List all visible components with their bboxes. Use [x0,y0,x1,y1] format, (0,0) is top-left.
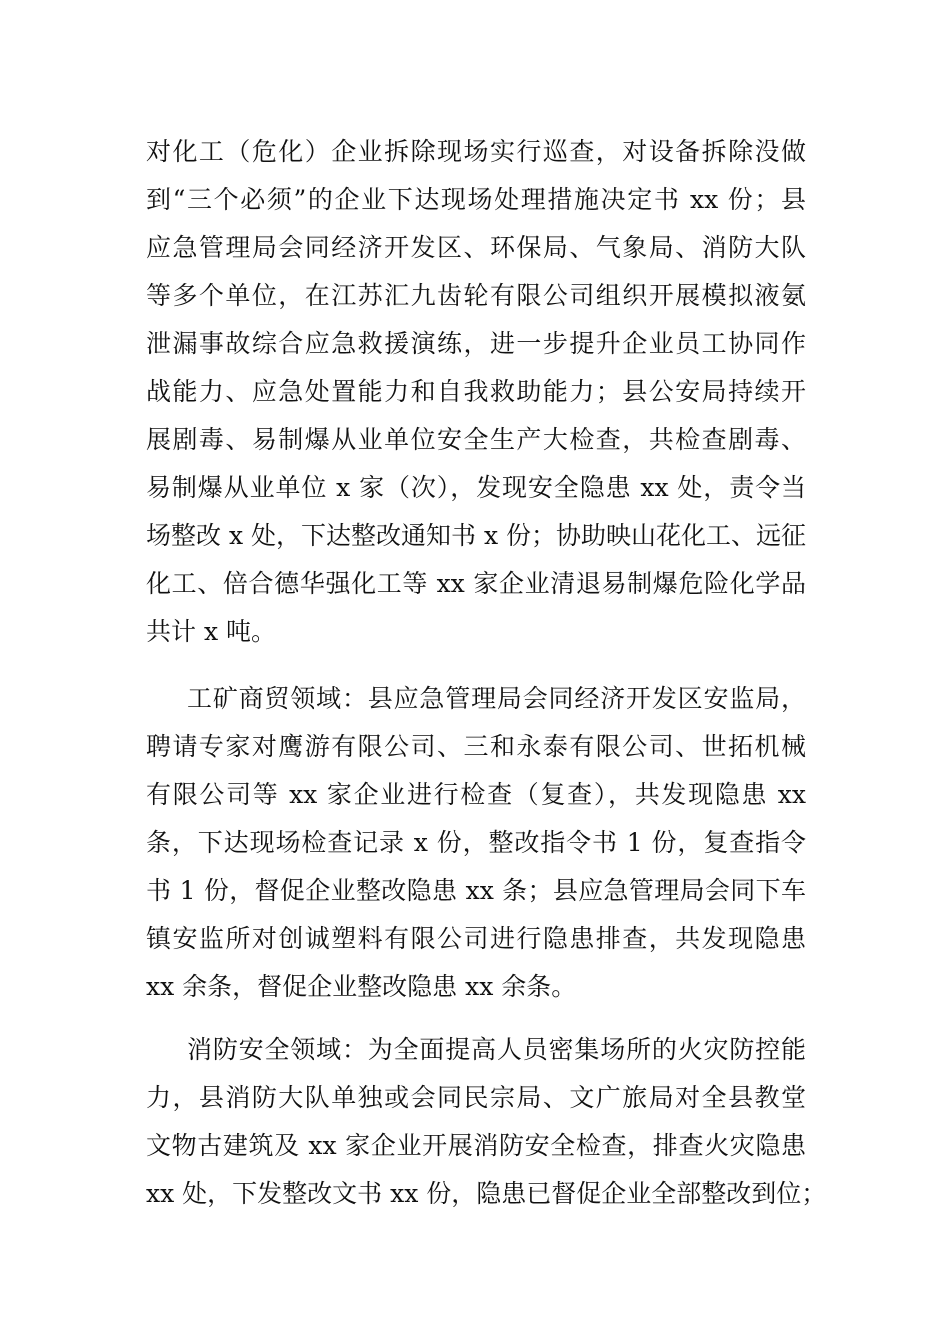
text-line: 等多个单位，在江苏汇九齿轮有限公司组织开展模拟液氨 [146,281,806,310]
text-line: 文物古建筑及 xx 家企业开展消防安全检查，排查火灾隐患 [146,1131,806,1160]
text-line: 对化工（危化）企业拆除现场实行巡查，对设备拆除没做 [146,137,806,166]
text-line: 力，县消防大队单独或会同民宗局、文广旅局对全县教堂 [146,1083,806,1112]
text-line: 到“三个必须”的企业下达现场处理措施决定书 xx 份；县 [146,185,806,214]
text-line: xx 处，下发整改文书 xx 份，隐患已督促企业全部整改到位； [146,1179,827,1208]
text-line: 易制爆从业单位 x 家（次），发现安全隐患 xx 处，责令当 [146,473,806,502]
text-line: xx 余条，督促企业整改隐患 xx 余条。 [146,972,577,1001]
text-line: 书 1 份，督促企业整改隐患 xx 条；县应急管理局会同下车 [146,876,806,905]
paragraph-fire-safety [146,1026,827,1218]
paragraph-hazchem [146,128,806,656]
text-line: 共计 x 吨。 [146,617,276,646]
text-line: 泄漏事故综合应急救援演练，进一步提升企业员工协同作 [146,329,806,358]
text-line: 战能力、应急处置能力和自我救助能力；县公安局持续开 [146,377,806,406]
text-line: 条，下达现场检查记录 x 份，整改指令书 1 份，复查指令 [146,828,806,857]
text-line: 展剧毒、易制爆从业单位安全生产大检查，共检查剧毒、 [146,425,806,454]
paragraph-industry-trade [146,675,806,1011]
text-line: 聘请专家对鹰游有限公司、三和永泰有限公司、世拓机械 [146,732,806,761]
text-line: 消防安全领域：为全面提高人员密集场所的火灾防控能 [187,1035,806,1064]
text-line: 场整改 x 处，下达整改通知书 x 份；协助映山花化工、远征 [146,521,806,550]
text-line: 工矿商贸领域：县应急管理局会同经济开发区安监局， [187,684,806,713]
text-line: 镇安监所对创诚塑料有限公司进行隐患排查，共发现隐患 [146,924,806,953]
text-line: 应急管理局会同经济开发区、环保局、气象局、消防大队 [146,233,806,262]
text-line: 有限公司等 xx 家企业进行检查（复查），共发现隐患 xx [146,780,806,809]
text-line: 化工、倍合德华强化工等 xx 家企业清退易制爆危险化学品 [146,569,806,598]
